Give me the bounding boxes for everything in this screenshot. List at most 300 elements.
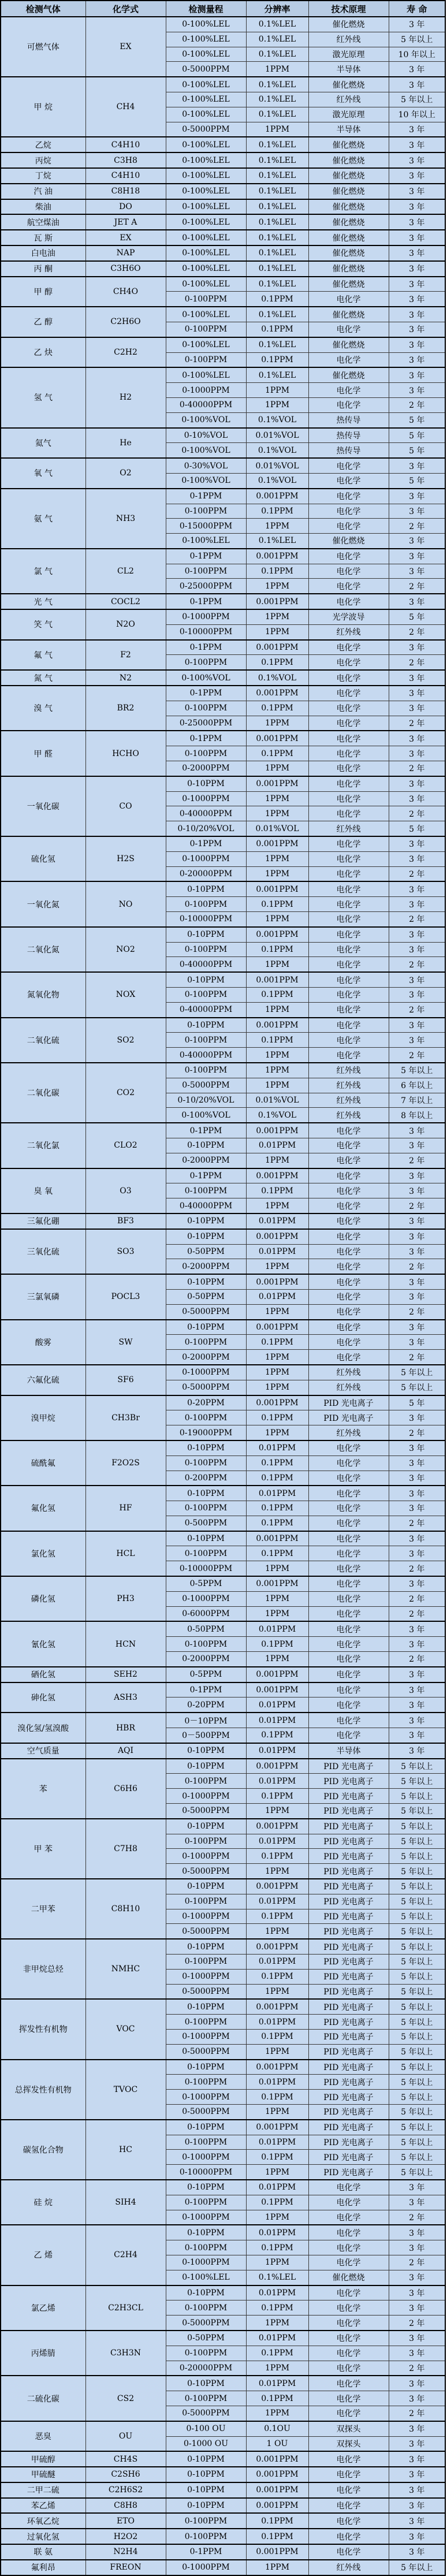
range-cell: 0-1000PPM: [166, 383, 246, 398]
formula-cell: JET A: [85, 214, 166, 230]
resolution-cell: 0.001PPM: [246, 1819, 308, 1834]
lifespan-cell: 5 年以上: [389, 32, 445, 47]
gas-name-cell: 三氯氧磷: [1, 1274, 85, 1319]
range-cell: 0-1000PPM: [166, 791, 246, 806]
gas-name-cell: 光 气: [1, 594, 85, 609]
lifespan-cell: 5 年以上: [389, 1759, 445, 1774]
lifespan-cell: 3 年: [389, 261, 445, 277]
principle-cell: 电化学: [308, 1138, 389, 1153]
principle-cell: 半导体: [308, 62, 389, 77]
resolution-cell: 0.01PPM: [246, 2075, 308, 2090]
gas-name-cell: 三氟化硼: [1, 1213, 85, 1229]
range-cell: 0-10PPM: [166, 1440, 246, 1455]
range-cell: 0-1PPM: [166, 1168, 246, 1183]
range-cell: 0-25000PPM: [166, 579, 246, 594]
lifespan-cell: 3 年: [389, 2451, 445, 2467]
resolution-cell: 0.1PPM: [246, 2029, 308, 2044]
resolution-cell: 0.001PPM: [246, 2120, 308, 2135]
principle-cell: 电化学: [308, 2195, 389, 2210]
gas-name-cell: 空气质量: [1, 1743, 85, 1759]
resolution-cell: 1PPM: [246, 2044, 308, 2059]
resolution-cell: 1PPM: [246, 1864, 308, 1879]
resolution-cell: 1PPM: [246, 1153, 308, 1168]
column-header: 检测量程: [166, 1, 246, 17]
resolution-cell: 0.1PPM: [246, 292, 308, 307]
lifespan-cell: 5 年以上: [389, 2560, 445, 2575]
lifespan-cell: 2 年: [389, 1259, 445, 1274]
table-row: [1, 686, 445, 701]
range-cell: 0-1PPM: [166, 836, 246, 851]
resolution-cell: 0.1PPM: [246, 2300, 308, 2316]
column-header: 检测气体: [1, 1, 85, 17]
resolution-cell: 0.1%VOL: [246, 443, 308, 458]
range-cell: 0-2000PPM: [166, 1652, 246, 1667]
resolution-cell: 0.01PPM: [246, 2376, 308, 2391]
principle-cell: PID 光电离子: [308, 1849, 389, 1864]
gas-name-cell: 挥发性有机物: [1, 1999, 85, 2059]
range-cell: 0-100PPM: [166, 2015, 246, 2030]
resolution-cell: 0.01PPM: [246, 1486, 308, 1501]
principle-cell: 电化学: [308, 504, 389, 519]
table-row: [1, 214, 445, 230]
range-cell: 0-10/20%VOL: [166, 821, 246, 836]
principle-cell: 电化学: [308, 791, 389, 806]
resolution-cell: 0.01PPM: [246, 1774, 308, 1789]
resolution-cell: 1PPM: [246, 1350, 308, 1365]
lifespan-cell: 3 年: [389, 1213, 445, 1229]
principle-cell: 红外线: [308, 92, 389, 107]
formula-cell: H2: [85, 367, 166, 427]
formula-cell: AQI: [85, 1743, 166, 1759]
resolution-cell: 0.01PPM: [246, 1440, 308, 1455]
range-cell: 0-15000PPM: [166, 519, 246, 534]
lifespan-cell: 3 年: [389, 1501, 445, 1516]
resolution-cell: 0.001PPM: [246, 776, 308, 791]
formula-cell: EX: [85, 17, 166, 77]
formula-cell: BR2: [85, 686, 166, 731]
principle-cell: 电化学: [308, 579, 389, 594]
range-cell: 0-100PPM: [166, 2300, 246, 2316]
resolution-cell: 0.001PPM: [246, 1999, 308, 2014]
range-cell: 0-1000PPM: [166, 2029, 246, 2044]
resolution-cell: 0.1PPM: [246, 1546, 308, 1561]
gas-name-cell: 白电油: [1, 245, 85, 261]
resolution-cell: 0.001PPM: [246, 2482, 308, 2498]
resolution-cell: 0.01PPM: [246, 1621, 308, 1636]
table-row: [1, 731, 445, 746]
range-cell: 0-5000PPM: [166, 1380, 246, 1395]
principle-cell: 电化学: [308, 866, 389, 881]
range-cell: 0-40000PPM: [166, 1048, 246, 1063]
gas-name-cell: 六氟化硫: [1, 1365, 85, 1395]
range-cell: 0-100PPM: [166, 1894, 246, 1909]
range-cell: 0-100%LEL: [166, 277, 246, 292]
principle-cell: 电化学: [308, 1153, 389, 1168]
lifespan-cell: 3 年: [389, 1743, 445, 1759]
range-cell: 0-100PPM: [166, 942, 246, 957]
lifespan-cell: 3 年: [389, 1576, 445, 1591]
principle-cell: 电化学: [308, 1516, 389, 1531]
lifespan-cell: 3 年: [389, 1229, 445, 1244]
range-cell: 0-2000PPM: [166, 1153, 246, 1168]
range-cell: 0-19000PPM: [166, 1425, 246, 1440]
principle-cell: 电化学: [308, 670, 389, 686]
range-cell: 0-10PPM: [166, 1018, 246, 1033]
lifespan-cell: 5 年以上: [389, 1984, 445, 1999]
range-cell: 0-100PPM: [166, 322, 246, 337]
range-cell: 0-5000PPM: [166, 1078, 246, 1093]
resolution-cell: 0.01%VOL: [246, 821, 308, 836]
lifespan-cell: 5 年以上: [389, 1924, 445, 1939]
principle-cell: 电化学: [308, 1576, 389, 1591]
principle-cell: 电化学: [308, 776, 389, 791]
range-cell: 0-10PPM: [166, 1320, 246, 1335]
resolution-cell: 0.1PPM: [246, 1455, 308, 1471]
resolution-cell: 0.01PPM: [246, 2015, 308, 2030]
lifespan-cell: 3 年: [389, 2391, 445, 2406]
resolution-cell: 0.1PPM: [246, 1909, 308, 1924]
formula-cell: C2H4: [85, 2225, 166, 2285]
table-row: [1, 1123, 445, 1138]
gas-name-cell: 氮 气: [1, 670, 85, 686]
lifespan-cell: 3 年: [389, 184, 445, 199]
lifespan-cell: 5 年: [389, 473, 445, 488]
principle-cell: 电化学: [308, 1637, 389, 1652]
principle-cell: 半导体: [308, 1743, 389, 1759]
formula-cell: C4H10: [85, 168, 166, 184]
range-cell: 0-100%LEL: [166, 152, 246, 168]
principle-cell: 电化学: [308, 806, 389, 821]
principle-cell: 催化燃烧: [308, 184, 389, 199]
resolution-cell: 0.01PPM: [246, 1713, 308, 1728]
formula-cell: ETO: [85, 2513, 166, 2529]
formula-cell: HF: [85, 1486, 166, 1531]
resolution-cell: 0.1PPM: [246, 746, 308, 761]
principle-cell: PID 光电离子: [308, 1939, 389, 1954]
resolution-cell: 0.001PPM: [246, 2498, 308, 2514]
formula-cell: CO: [85, 776, 166, 836]
table-row: [1, 1759, 445, 1774]
principle-cell: PID 光电离子: [308, 2075, 389, 2090]
gas-name-cell: 苯: [1, 1759, 85, 1819]
range-cell: 0-1PPM: [166, 640, 246, 655]
lifespan-cell: 5 年以上: [389, 2015, 445, 2030]
resolution-cell: 0.1%LEL: [246, 77, 308, 92]
range-cell: 0-100PPM: [166, 2529, 246, 2544]
table-row: [1, 1819, 445, 1834]
lifespan-cell: 3 年: [389, 277, 445, 292]
formula-cell: C6H6: [85, 1759, 166, 1819]
resolution-cell: 0.1%VOL: [246, 670, 308, 686]
resolution-cell: 0.001PPM: [246, 1320, 308, 1335]
table-row: [1, 168, 445, 184]
range-cell: 0-5PPM: [166, 1576, 246, 1591]
formula-cell: POCL3: [85, 1274, 166, 1319]
lifespan-cell: 5 年: [389, 428, 445, 443]
gas-name-cell: 氰化氢: [1, 1621, 85, 1666]
principle-cell: 电化学: [308, 701, 389, 716]
lifespan-cell: 3 年: [389, 2195, 445, 2210]
lifespan-cell: 2 年: [389, 1350, 445, 1365]
principle-cell: 电化学: [308, 1168, 389, 1183]
lifespan-cell: 3 年: [389, 2436, 445, 2451]
table-row: [1, 2451, 445, 2467]
lifespan-cell: 3 年: [389, 152, 445, 168]
table-row: [1, 2421, 445, 2436]
lifespan-cell: 3 年: [389, 1168, 445, 1183]
resolution-cell: 0.1PPM: [246, 2090, 308, 2105]
gas-name-cell: 乙 炔: [1, 337, 85, 368]
principle-cell: 红外线: [308, 821, 389, 836]
formula-cell: SO3: [85, 1229, 166, 1274]
principle-cell: 电化学: [308, 564, 389, 579]
resolution-cell: 0.001PPM: [246, 2060, 308, 2075]
lifespan-cell: 10 年以上: [389, 47, 445, 62]
resolution-cell: 0.001PPM: [246, 1168, 308, 1183]
resolution-cell: 0.1%LEL: [246, 2270, 308, 2285]
range-cell: 0-10PPM: [166, 2060, 246, 2075]
principle-cell: 电化学: [308, 1018, 389, 1033]
table-row: [1, 670, 445, 686]
gas-name-cell: 一氧化氮: [1, 881, 85, 926]
range-cell: 0-5000PPM: [166, 2044, 246, 2059]
lifespan-cell: 2 年: [389, 1153, 445, 1168]
table-row: [1, 1440, 445, 1455]
gas-name-cell: 甲 烷: [1, 77, 85, 137]
gas-name-cell: 乙 烯: [1, 2225, 85, 2285]
resolution-cell: 1 OU: [246, 2436, 308, 2451]
resolution-cell: 1PPM: [246, 624, 308, 639]
gas-name-cell: 二氧化硫: [1, 1018, 85, 1063]
lifespan-cell: 3 年: [389, 881, 445, 896]
range-cell: 0-20PPM: [166, 1698, 246, 1713]
principle-cell: 电化学: [308, 458, 389, 473]
resolution-cell: 0.1%VOL: [246, 1108, 308, 1123]
principle-cell: 电化学: [308, 927, 389, 942]
range-cell: 0-2000PPM: [166, 761, 246, 776]
range-cell: 0-10000PPM: [166, 1561, 246, 1576]
principle-cell: 电化学: [308, 1123, 389, 1138]
range-cell: 0-1PPM: [166, 489, 246, 504]
lifespan-cell: 3 年: [389, 1033, 445, 1048]
resolution-cell: 0.1PPM: [246, 1183, 308, 1198]
gas-name-cell: 硫化氢: [1, 836, 85, 881]
lifespan-cell: 3 年: [389, 2240, 445, 2255]
resolution-cell: 0.1PPM: [246, 988, 308, 1003]
table-row: [1, 184, 445, 199]
formula-cell: C2H6O: [85, 307, 166, 337]
principle-cell: PID 光电离子: [308, 2150, 389, 2165]
principle-cell: 红外线: [308, 1380, 389, 1395]
gas-name-cell: 丙 酮: [1, 261, 85, 277]
lifespan-cell: 5 年以上: [389, 1063, 445, 1078]
principle-cell: PID 光电离子: [308, 2029, 389, 2044]
principle-cell: 电化学: [308, 2240, 389, 2255]
lifespan-cell: 2 年: [389, 1198, 445, 1213]
lifespan-cell: 2 年: [389, 1002, 445, 1017]
lifespan-cell: 3 年: [389, 1728, 445, 1743]
principle-cell: PID 光电离子: [308, 2044, 389, 2059]
range-cell: 0-5000PPM: [166, 2316, 246, 2331]
lifespan-cell: 2 年: [389, 2406, 445, 2421]
range-cell: 0-6000PPM: [166, 1606, 246, 1621]
resolution-cell: 0.01PPM: [246, 1955, 308, 1970]
range-cell: 0-100PPM: [166, 2240, 246, 2255]
principle-cell: 催化燃烧: [308, 337, 389, 352]
table-row: [1, 2225, 445, 2240]
principle-cell: 热传导: [308, 428, 389, 443]
range-cell: 0-10PPM: [166, 2376, 246, 2391]
lifespan-cell: 5 年以上: [389, 1365, 445, 1380]
range-cell: 0-40000PPM: [166, 397, 246, 412]
range-cell: 0-10PPM: [166, 1999, 246, 2014]
principle-cell: 催化燃烧: [308, 199, 389, 215]
principle-cell: 电化学: [308, 2467, 389, 2482]
range-cell: 0-5000PPM: [166, 122, 246, 137]
principle-cell: 电化学: [308, 1183, 389, 1198]
column-header: 技术原理: [308, 1, 389, 17]
resolution-cell: 1PPM: [246, 2210, 308, 2225]
principle-cell: 红外线: [308, 1425, 389, 1440]
resolution-cell: 1PPM: [246, 2361, 308, 2376]
resolution-cell: 0.1PPM: [246, 2240, 308, 2255]
gas-name-cell: 砷化氢: [1, 1682, 85, 1713]
resolution-cell: 0.01PPM: [246, 1244, 308, 1259]
formula-cell: BF3: [85, 1213, 166, 1229]
principle-cell: 电化学: [308, 397, 389, 412]
principle-cell: 电化学: [308, 1198, 389, 1213]
principle-cell: 电化学: [308, 383, 389, 398]
lifespan-cell: 3 年: [389, 2544, 445, 2560]
principle-cell: 双探头: [308, 2421, 389, 2436]
lifespan-cell: 3 年: [389, 670, 445, 686]
lifespan-cell: 5 年以上: [389, 2029, 445, 2044]
principle-cell: PID 光电离子: [308, 1804, 389, 1819]
resolution-cell: 1PPM: [246, 1304, 308, 1319]
formula-cell: VOC: [85, 1999, 166, 2059]
range-cell: 0-100%LEL: [166, 261, 246, 277]
lifespan-cell: 3 年: [389, 1274, 445, 1289]
principle-cell: 电化学: [308, 1682, 389, 1698]
gas-name-cell: 氟 气: [1, 640, 85, 671]
formula-cell: C4H10: [85, 137, 166, 152]
principle-cell: 电化学: [308, 897, 389, 912]
lifespan-cell: 5 年: [389, 1395, 445, 1410]
formula-cell: C3H6O: [85, 261, 166, 277]
principle-cell: 电化学: [308, 2300, 389, 2316]
range-cell: 0-10/20%VOL: [166, 1093, 246, 1108]
range-cell: 0-100PPM: [166, 701, 246, 716]
gas-name-cell: 汽 油: [1, 184, 85, 199]
principle-cell: 电化学: [308, 1606, 389, 1621]
principle-cell: PID 光电离子: [308, 1984, 389, 1999]
gas-name-cell: 硅 烷: [1, 2180, 85, 2225]
range-cell: 0-1PPM: [166, 1123, 246, 1138]
resolution-cell: 1PPM: [246, 2316, 308, 2331]
lifespan-cell: 5 年以上: [389, 1894, 445, 1909]
resolution-cell: 1PPM: [246, 1078, 308, 1093]
range-cell: 0-100PPM: [166, 1637, 246, 1652]
lifespan-cell: 3 年: [389, 307, 445, 322]
gas-name-cell: 笑 气: [1, 609, 85, 640]
principle-cell: 红外线: [308, 1365, 389, 1380]
formula-cell: CH4S: [85, 2451, 166, 2467]
gas-name-cell: 二甲苯: [1, 1879, 85, 1939]
lifespan-cell: 5 年以上: [389, 2075, 445, 2090]
resolution-cell: 1PPM: [246, 1606, 308, 1621]
principle-cell: 电化学: [308, 352, 389, 367]
principle-cell: 电化学: [308, 1698, 389, 1713]
gas-name-cell: 二氧化氯: [1, 1123, 85, 1168]
resolution-cell: 0.001PPM: [246, 1667, 308, 1682]
table-row: [1, 1621, 445, 1636]
gas-name-cell: 臭 氧: [1, 1168, 85, 1213]
formula-cell: TVOC: [85, 2060, 166, 2120]
lifespan-cell: 3 年: [389, 1546, 445, 1561]
gas-name-cell: 总挥发性有机物: [1, 2060, 85, 2120]
table-row: [1, 367, 445, 382]
formula-cell: C3H3N: [85, 2331, 166, 2376]
resolution-cell: 1PPM: [246, 1198, 308, 1213]
principle-cell: 电化学: [308, 1455, 389, 1471]
principle-cell: 电化学: [308, 881, 389, 896]
range-cell: 0-10000PPM: [166, 2165, 246, 2180]
gas-name-cell: 二硫化碳: [1, 2376, 85, 2421]
range-cell: 0-100%LEL: [166, 137, 246, 152]
principle-cell: 电化学: [308, 2361, 389, 2376]
range-cell: 0-1PPM: [166, 731, 246, 746]
table-row: [1, 2120, 445, 2135]
lifespan-cell: 3 年: [389, 137, 445, 152]
principle-cell: PID 光电离子: [308, 2060, 389, 2075]
gas-name-cell: 氨 气: [1, 489, 85, 549]
lifespan-cell: 3 年: [389, 2498, 445, 2514]
principle-cell: 电化学: [308, 716, 389, 731]
table-row: [1, 199, 445, 215]
lifespan-cell: 3 年: [389, 1244, 445, 1259]
table-row: [1, 2180, 445, 2195]
range-cell: 0-100%VOL: [166, 1108, 246, 1123]
range-cell: 0-1000PPM: [166, 2560, 246, 2575]
range-cell: 0-100PPM: [166, 2391, 246, 2406]
table-row: [1, 77, 445, 92]
range-cell: 0-100%LEL: [166, 534, 246, 549]
range-cell: 0-100PPM: [166, 1834, 246, 1849]
principle-cell: 电化学: [308, 2210, 389, 2225]
principle-cell: 电化学: [308, 1440, 389, 1455]
resolution-cell: 0.001PPM: [246, 1395, 308, 1410]
principle-cell: 电化学: [308, 1652, 389, 1667]
lifespan-cell: 5 年以上: [389, 1955, 445, 1970]
lifespan-cell: 5 年以上: [389, 1834, 445, 1849]
lifespan-cell: 2 年: [389, 1652, 445, 1667]
resolution-cell: 0.1PPM: [246, 564, 308, 579]
range-cell: 0-5000PPM: [166, 1804, 246, 1819]
gas-name-cell: 甲 醛: [1, 731, 85, 776]
principle-cell: PID 光电离子: [308, 1395, 389, 1410]
principle-cell: 电化学: [308, 2346, 389, 2361]
range-cell: 0-5PPM: [166, 1667, 246, 1682]
resolution-cell: 0.01PPM: [246, 2135, 308, 2150]
gas-name-cell: 一氧化碳: [1, 776, 85, 836]
range-cell: 0-10PPM: [166, 1531, 246, 1546]
lifespan-cell: 5 年以上: [389, 1864, 445, 1879]
resolution-cell: 0.001PPM: [246, 1682, 308, 1698]
range-cell: 0-1000PPM: [166, 1849, 246, 1864]
resolution-cell: 0.001PPM: [246, 1274, 308, 1289]
range-cell: 0-100PPM: [166, 655, 246, 670]
principle-cell: 电化学: [308, 731, 389, 746]
